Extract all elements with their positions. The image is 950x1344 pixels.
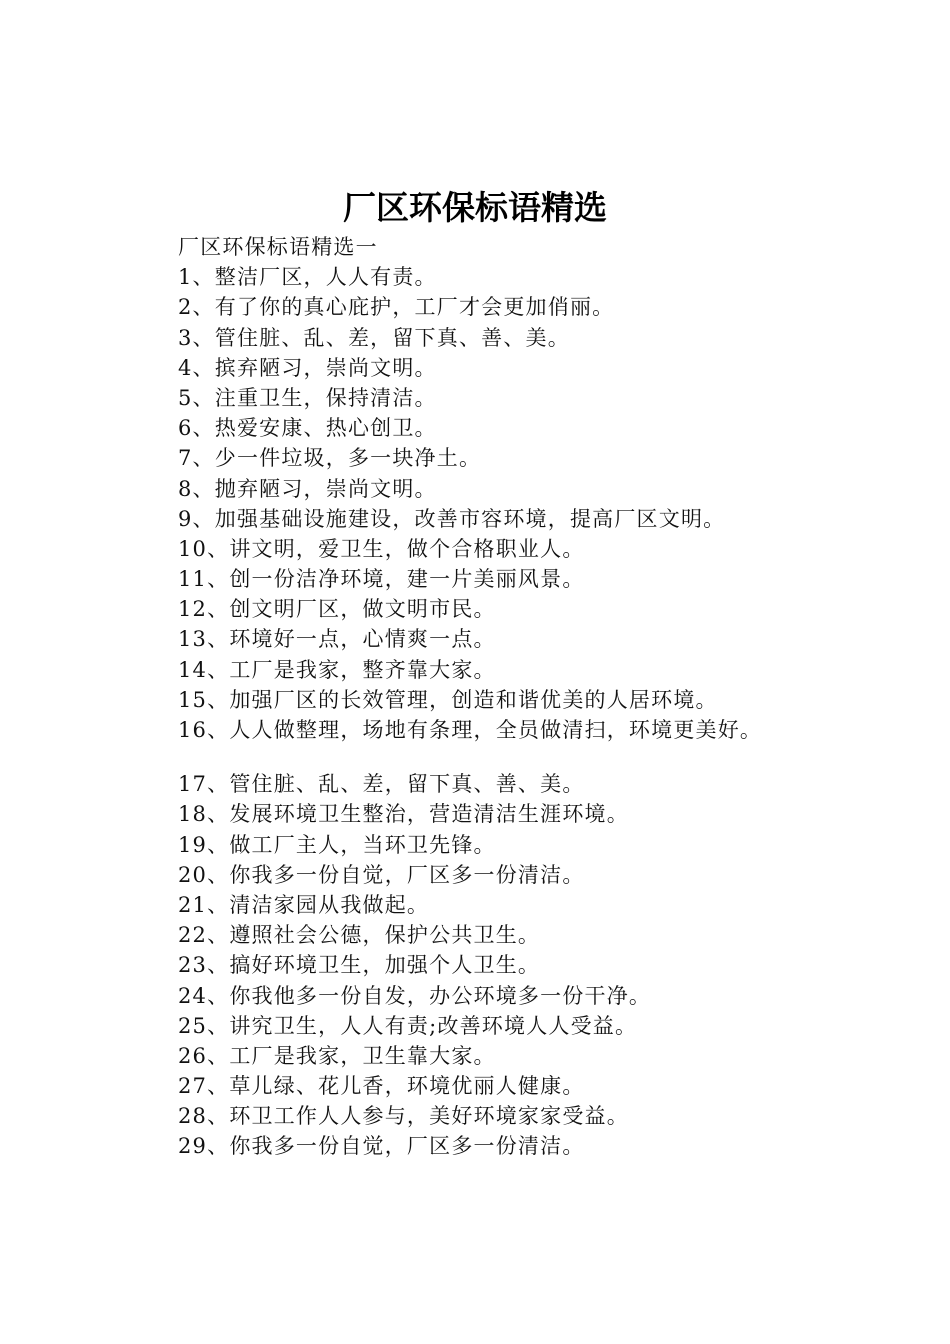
slogan-item: 20、你我多一份自觉，厂区多一份清洁。 [178,862,585,887]
section-heading: 厂区环保标语精选一 [178,235,378,259]
slogan-item: 25、讲究卫生，人人有责;改善环境人人受益。 [178,1013,638,1038]
document-body [178,232,938,1162]
slogan-item: 27、草儿绿、花儿香，环境优丽人健康。 [178,1074,585,1099]
slogan-item: 6、热爱安康、热心创卫。 [178,416,437,441]
slogan-item: 8、抛弃陋习，崇尚文明。 [178,476,437,501]
slogan-item: 16、人人做整理，场地有条理，全员做清扫，环境更美好。 [178,718,763,742]
slogan-item: 23、搞好环境卫生，加强个人卫生。 [178,953,541,978]
slogan-item: 18、发展环境卫生整治，营造清洁生涯环境。 [178,802,629,827]
slogan-item: 2、有了你的真心庇护，工厂才会更加俏丽。 [178,295,615,320]
slogan-item: 11、创一份洁净环境，建一片美丽风景。 [178,567,585,592]
slogan-item: 10、讲文明，爱卫生，做个合格职业人。 [178,536,585,561]
slogan-item: 26、工厂是我家，卫生靠大家。 [178,1043,496,1068]
slogan-item: 22、遵照社会公德，保护公共卫生。 [178,923,541,948]
slogan-item: 3、管住脏、乱、差，留下真、善、美。 [178,325,570,350]
slogan-item: 9、加强基础设施建设，改善市容环境，提高厂区文明。 [178,506,726,531]
slogan-item: 1、整洁厂区，人人有责。 [178,265,437,290]
slogan-item: 21、清洁家园从我做起。 [178,892,430,917]
slogan-item: 17、管住脏、乱、差，留下真、善、美。 [178,772,585,797]
document-title: 厂区环保标语精选 [343,188,607,227]
slogan-item: 14、工厂是我家，整齐靠大家。 [178,657,496,682]
slogan-item: 19、做工厂主人，当环卫先锋。 [178,832,496,857]
slogan-item: 15、加强厂区的长效管理，创造和谐优美的人居环境。 [178,687,718,712]
slogan-item: 24、你我他多一份自发，办公环境多一份干净。 [178,983,652,1008]
slogan-item: 28、环卫工作人人参与，美好环境家家受益。 [178,1104,629,1129]
slogan-item: 13、环境好一点，心情爽一点。 [178,627,496,652]
slogan-item: 7、少一件垃圾，多一块净土。 [178,446,482,471]
slogan-item: 4、摈弃陋习，崇尚文明。 [178,355,437,380]
slogan-item: 5、注重卫生，保持清洁。 [178,385,437,410]
slogan-item: 12、创文明厂区，做文明市民。 [178,597,496,622]
slogan-item: 29、你我多一份自觉，厂区多一份清洁。 [178,1134,585,1159]
